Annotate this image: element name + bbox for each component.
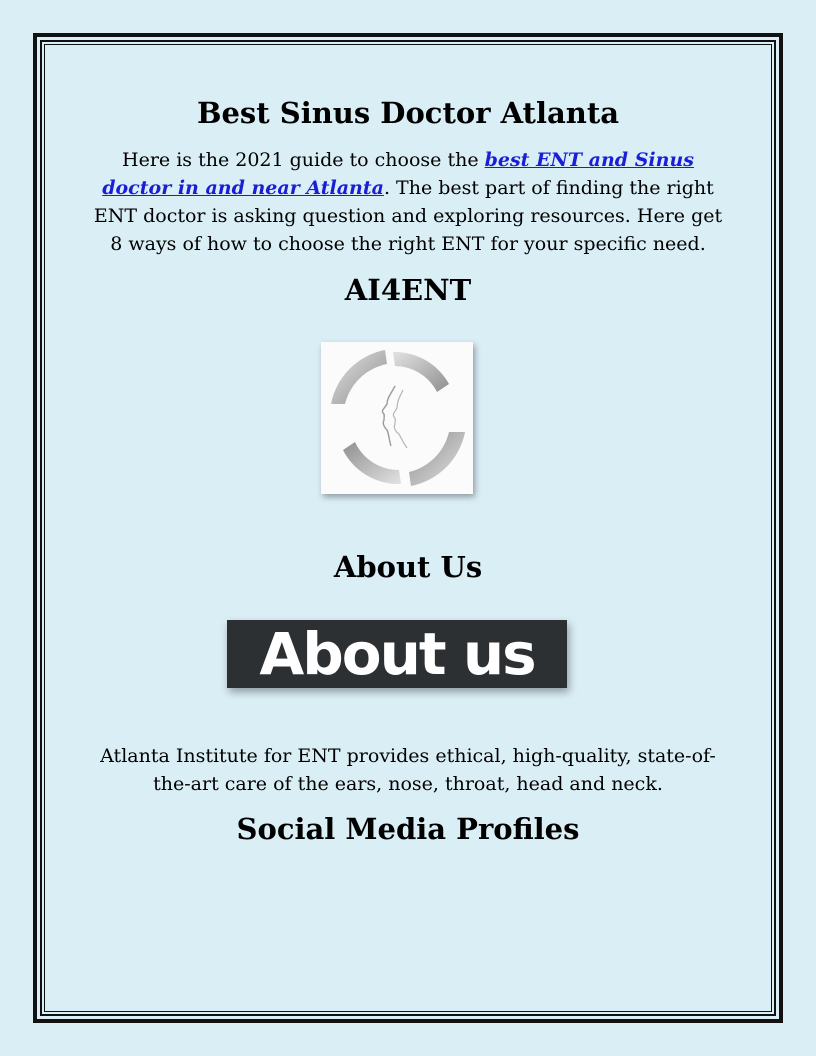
intro-text-after: . The best part of finding the right ENT doctor is asking question and exploring resources. Here get 8 ways of how to choose the right ENT for your specific need.	[93, 177, 723, 255]
intro-text-before: Here is the 2021 guide to choose the	[122, 149, 485, 171]
intro-paragraph	[90, 146, 726, 258]
ai4ent-logo	[321, 342, 473, 494]
about-heading: About Us	[333, 550, 483, 584]
document-title: Best Sinus Doctor Atlanta	[196, 96, 620, 130]
about-us-banner-image	[227, 620, 567, 688]
about-us-banner-text: About us	[259, 620, 535, 688]
about-paragraph: Atlanta Institute for ENT provides ethical, high-quality, state-of-the-art care of the ears, nose, throat, head and neck.	[100, 745, 716, 795]
face-profile-swirl-logo-icon	[321, 342, 473, 494]
ent-doctor-link[interactable]: best ENT and Sinus doctor in and near Atlanta	[102, 149, 694, 199]
brand-heading: AI4ENT	[344, 273, 472, 307]
social-media-heading: Social Media Profiles	[236, 812, 580, 846]
